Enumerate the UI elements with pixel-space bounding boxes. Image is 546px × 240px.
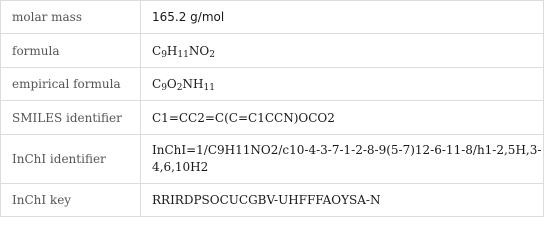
formula-subscript: 11: [177, 49, 189, 60]
table-row: [1, 101, 544, 135]
formula-subscript: 11: [203, 83, 215, 93]
formula-subscript: 9: [161, 83, 167, 93]
row-label-empirical-formula: empirical formula: [1, 68, 141, 101]
row-value-inchi: InChI=1/C9H11NO2/c10-4-3-7-1-2-8-9(5-7)12-6-11-8/h1-2,5H,3-4,6,10H2: [141, 135, 544, 184]
formula-part: NO: [188, 43, 210, 58]
row-value-molar-mass: 165.2 g/mol: [141, 1, 544, 34]
formula-part: C: [152, 43, 162, 58]
table-row: [1, 184, 544, 217]
formula-subscript: 2: [209, 49, 215, 60]
table-row: [1, 34, 544, 68]
formula-part: NH: [182, 77, 204, 91]
table-row: [1, 68, 544, 101]
formula-part: C: [152, 77, 162, 91]
row-value-formula: [141, 34, 544, 68]
row-label-inchi-key: InChI key: [1, 184, 141, 217]
row-value-empirical-formula: [141, 68, 544, 101]
formula-part: O: [166, 77, 177, 91]
formula-subscript: 9: [161, 49, 167, 60]
row-label-formula: formula: [1, 34, 141, 68]
formula-part: H: [166, 43, 178, 58]
table-row: [1, 135, 544, 184]
row-label-inchi: InChI identifier: [1, 135, 141, 184]
row-label-smiles: SMILES identifier: [1, 101, 141, 135]
row-label-molar-mass: molar mass: [1, 1, 141, 34]
formula-subscript: 2: [176, 83, 183, 93]
row-value-smiles: C1=CC2=C(C=C1CCN)OCO2: [141, 101, 544, 135]
row-value-inchi-key: RRIRDPSOCUCGBV-UHFFFAOYSA-N: [141, 184, 544, 217]
table-row: [1, 1, 544, 34]
